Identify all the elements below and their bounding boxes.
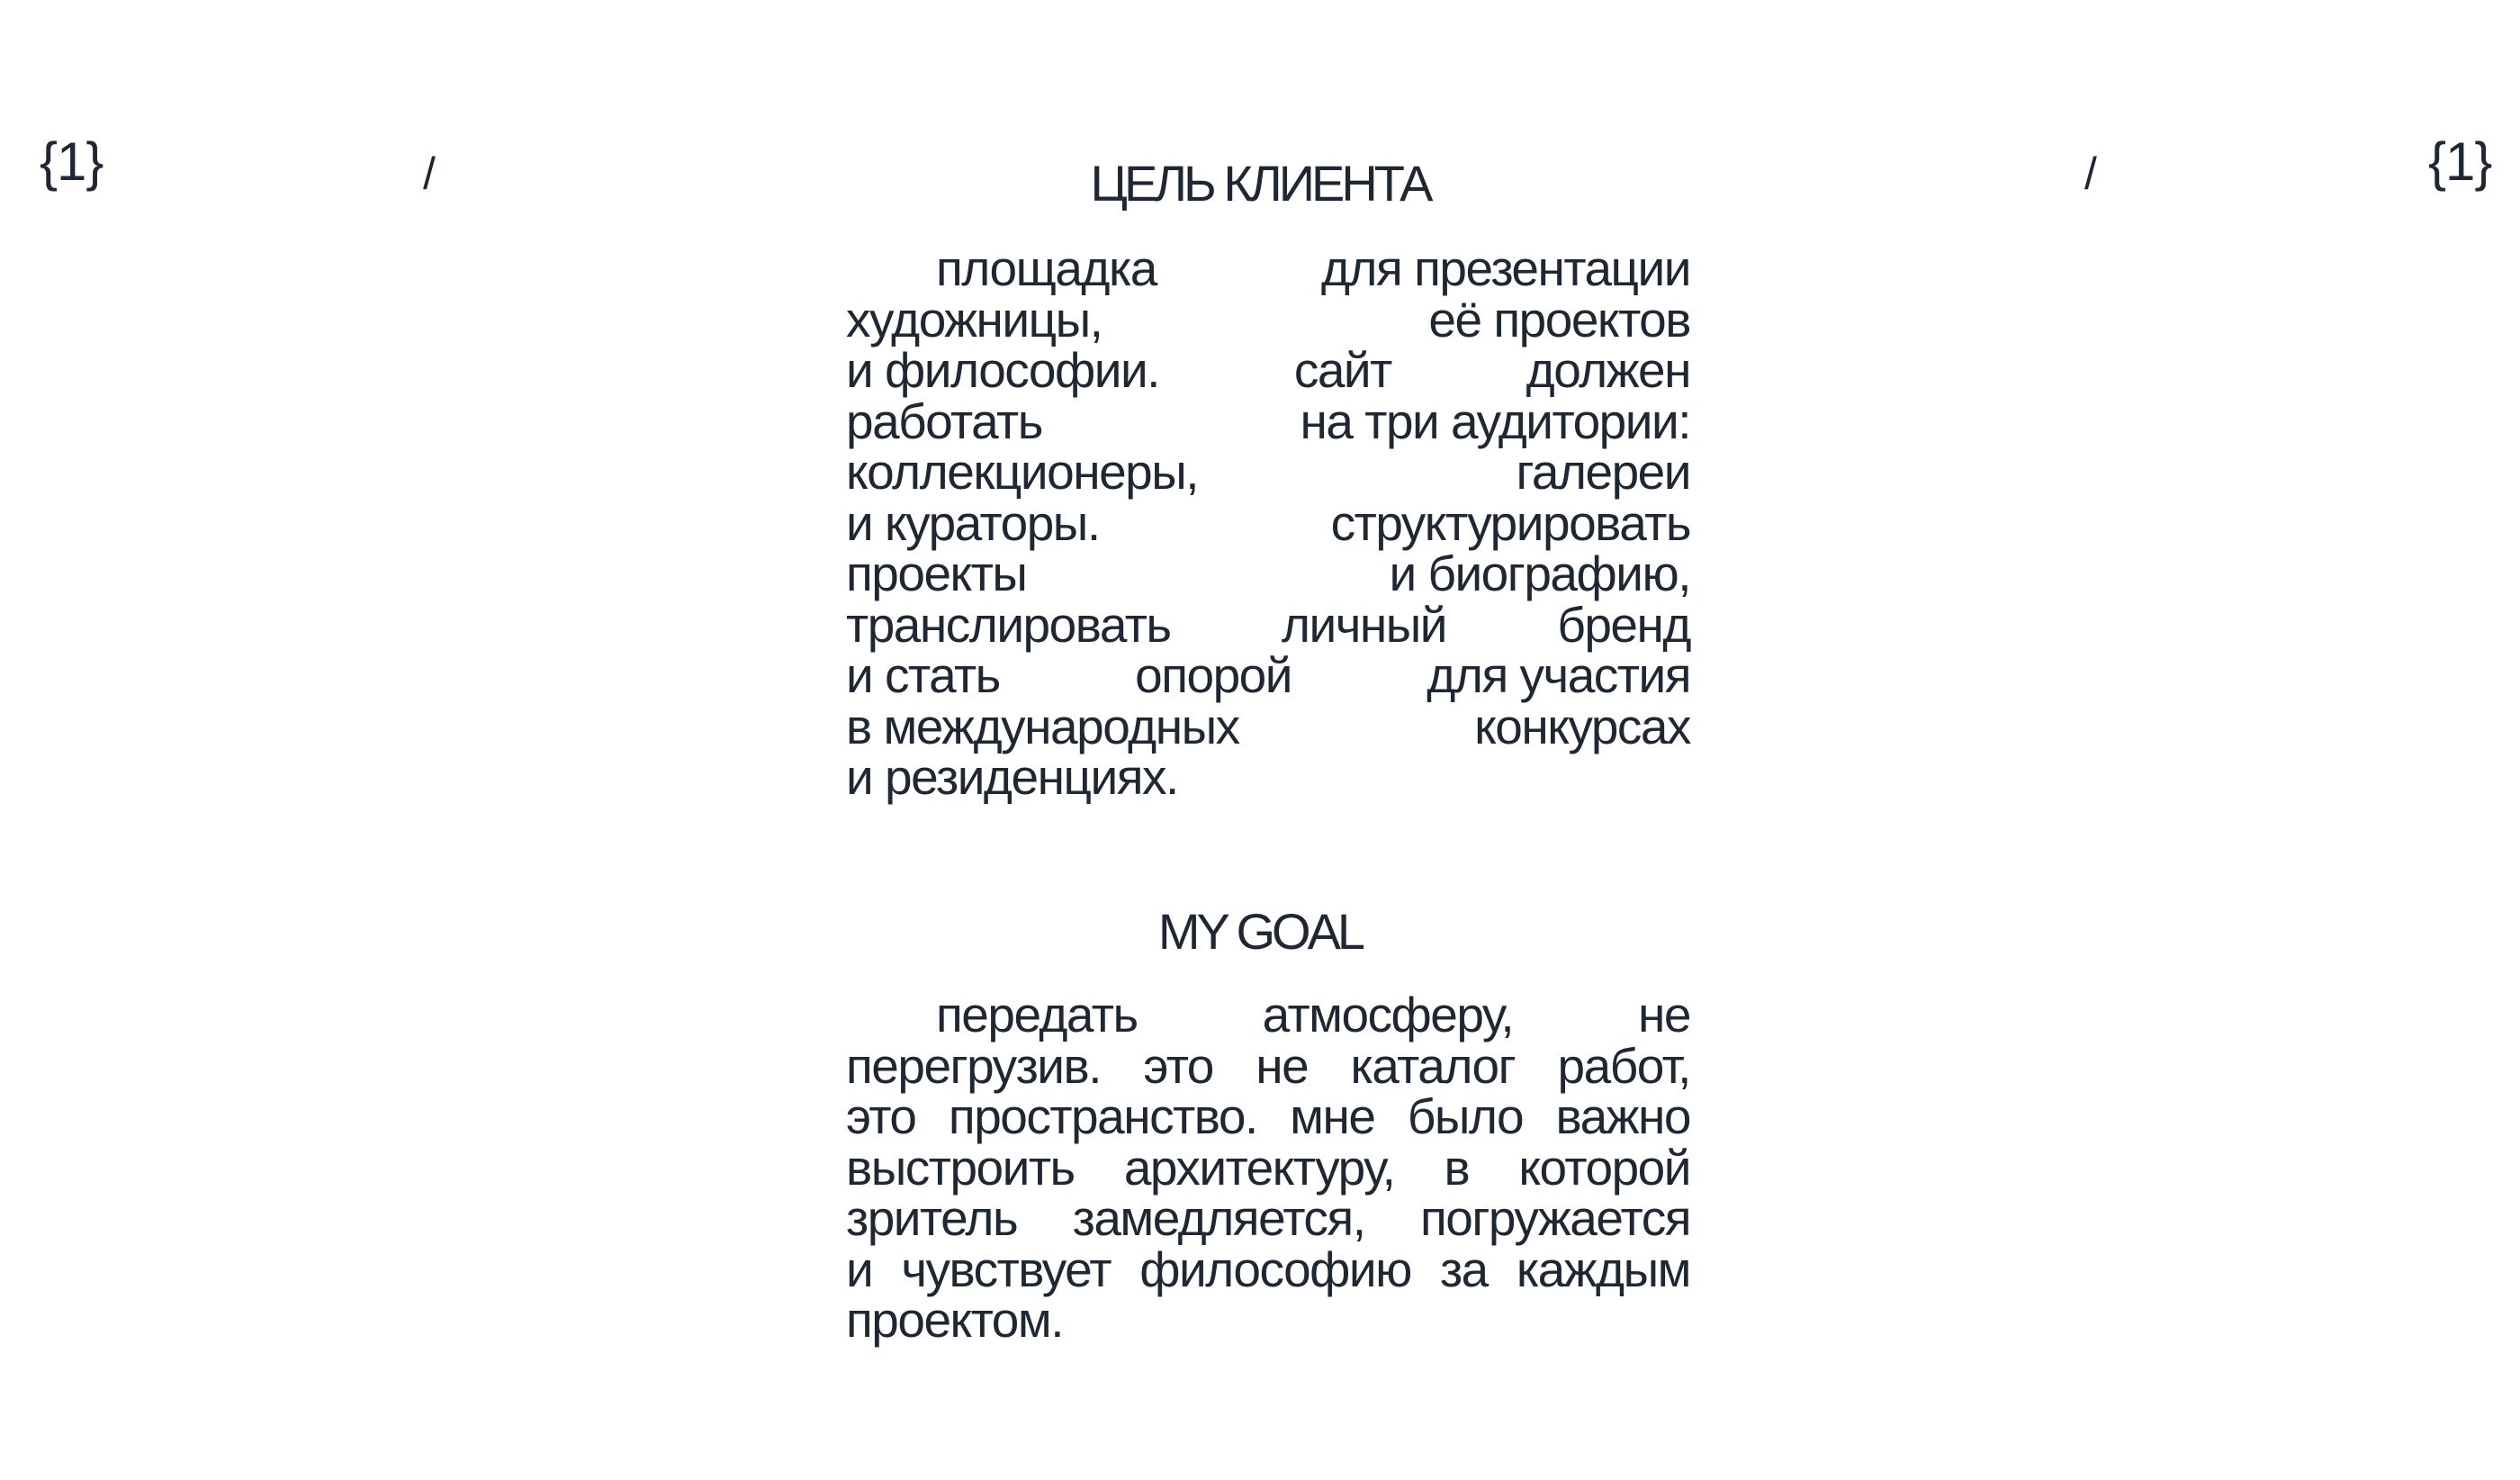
text-word: зритель (846, 1190, 1018, 1246)
text-word: это (1143, 1037, 1213, 1094)
text-line (846, 698, 1690, 754)
text-line (846, 1088, 1690, 1144)
text-word: коллекционеры, (846, 444, 1199, 500)
text-word: каждым (1516, 1241, 1690, 1297)
text-word: конкурсах (1474, 698, 1690, 754)
text-word: не (1638, 987, 1690, 1042)
text-line (846, 1139, 1690, 1196)
text-line (846, 1037, 1690, 1094)
text-line (846, 989, 1690, 1041)
text-word: важно (1555, 1088, 1690, 1144)
text-word: проекты (846, 546, 1027, 601)
divider-slash-right: / (2084, 149, 2097, 199)
text-word: не (1256, 1037, 1309, 1094)
text-word: было (1407, 1088, 1524, 1144)
text-word: замедляется, (1072, 1190, 1365, 1246)
text-word: и стать (846, 647, 1000, 703)
divider-slash-left: / (423, 149, 436, 199)
section-number-left: {1} (40, 131, 104, 192)
text-word: и кураторы. (846, 494, 1100, 551)
text-word: её проектов (1428, 291, 1690, 347)
text-line (846, 240, 1690, 296)
text-word: проектом. (846, 1292, 1063, 1348)
client-goal-title: ЦЕЛЬ КЛИЕНТА (1090, 155, 1430, 212)
text-line (846, 291, 1690, 347)
text-word: мне (1290, 1088, 1375, 1144)
text-word: за (1439, 1241, 1488, 1297)
text-word: галереи (1516, 444, 1690, 500)
text-word: площадка (936, 240, 1156, 296)
text-line (846, 342, 1690, 398)
text-word: перегрузив. (846, 1037, 1102, 1094)
text-word: в международных (846, 698, 1239, 754)
text-word: и биографию, (1389, 546, 1690, 601)
text-line (846, 393, 1690, 449)
text-word: работ, (1557, 1037, 1690, 1094)
text-word: сайт (1293, 342, 1391, 398)
text-word: каталог (1350, 1037, 1516, 1094)
text-word: философию (1139, 1241, 1411, 1297)
text-line (846, 444, 1690, 500)
text-line (846, 749, 1690, 805)
text-word: опорой (1135, 647, 1292, 703)
text-word: архитектуру, (1123, 1139, 1395, 1196)
text-word: должен (1526, 342, 1690, 398)
text-word: атмосферу, (1262, 987, 1514, 1042)
text-word: это (846, 1088, 916, 1144)
text-word: художницы, (846, 291, 1102, 347)
text-word: и философии. (846, 342, 1159, 398)
text-word: личный (1281, 596, 1446, 653)
text-word: для участия (1426, 647, 1690, 703)
text-line (846, 1292, 1690, 1348)
text-word: работать (846, 393, 1042, 449)
text-word: бренд (1557, 596, 1690, 653)
my-goal-title: MY GOAL (1157, 903, 1363, 960)
text-line (846, 494, 1690, 551)
section-number-right: {1} (2428, 131, 2492, 192)
text-word: погружается (1419, 1190, 1690, 1246)
text-line (846, 1241, 1690, 1297)
client-goal-text (846, 240, 1690, 805)
text-word: передать (936, 987, 1138, 1042)
my-goal-text (846, 989, 1690, 1346)
text-line (846, 548, 1690, 600)
text-word: и (846, 1241, 873, 1297)
text-word: в (1444, 1139, 1470, 1196)
text-word: пространство. (948, 1088, 1257, 1144)
text-word: которой (1518, 1139, 1690, 1196)
text-word: на три аудитории: (1300, 393, 1690, 449)
text-line (846, 647, 1690, 703)
text-word: транслировать (846, 596, 1171, 653)
text-word: чувствует (901, 1241, 1112, 1297)
text-line (846, 596, 1690, 653)
text-word: для презентации (1320, 240, 1690, 296)
text-word: и резиденциях. (846, 749, 1178, 805)
text-word: выстроить (846, 1139, 1075, 1196)
text-word: структурировать (1330, 494, 1690, 551)
text-line (846, 1190, 1690, 1246)
